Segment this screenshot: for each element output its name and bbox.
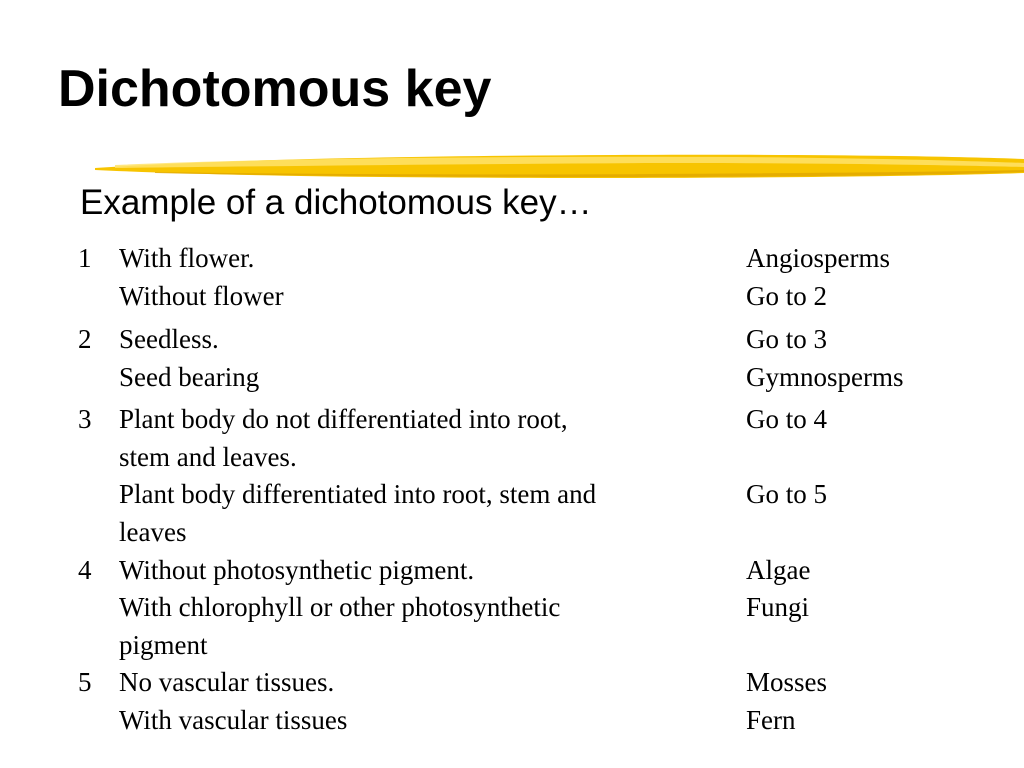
couplet-result: Go to 5 <box>746 479 827 509</box>
couplet-description: With chlorophyll or other photosynthetic <box>119 592 561 622</box>
couplet-result: Mosses <box>746 667 828 697</box>
couplet-number: 1 <box>78 243 92 273</box>
couplet-result: Go to 3 <box>746 324 827 354</box>
couplet-number: 5 <box>78 667 92 697</box>
couplet-number: 3 <box>78 404 92 434</box>
couplet-result: Fungi <box>746 592 810 622</box>
couplet-result: Go to 2 <box>746 281 827 311</box>
slide-title: Dichotomous key <box>58 60 492 118</box>
couplet-description: With vascular tissues <box>119 705 348 735</box>
couplet-description-continued: leaves <box>119 517 187 547</box>
slide-subtitle: Example of a dichotomous key… <box>80 183 592 222</box>
couplet-result: Angiosperms <box>746 243 890 273</box>
couplet-description-continued: stem and leaves. <box>119 442 297 472</box>
couplet-description: No vascular tissues. <box>119 667 335 697</box>
couplet-description: With flower. <box>119 243 255 273</box>
couplet-number: 2 <box>78 324 92 354</box>
couplet-number: 4 <box>78 555 92 585</box>
couplet-description: Without flower <box>119 281 284 311</box>
couplet-description: Seedless. <box>119 324 219 354</box>
couplet-description: Seed bearing <box>119 362 260 392</box>
couplet-description: Plant body differentiated into root, stem and <box>119 479 597 509</box>
couplet-description: Plant body do not differentiated into root, <box>119 404 568 434</box>
couplet-description: Without photosynthetic pigment. <box>119 555 475 585</box>
couplet-result: Go to 4 <box>746 404 827 434</box>
couplet-result: Gymnosperms <box>746 362 904 392</box>
couplet-description-continued: pigment <box>119 630 208 660</box>
couplet-result: Fern <box>746 705 796 735</box>
couplet-result: Algae <box>746 555 811 585</box>
